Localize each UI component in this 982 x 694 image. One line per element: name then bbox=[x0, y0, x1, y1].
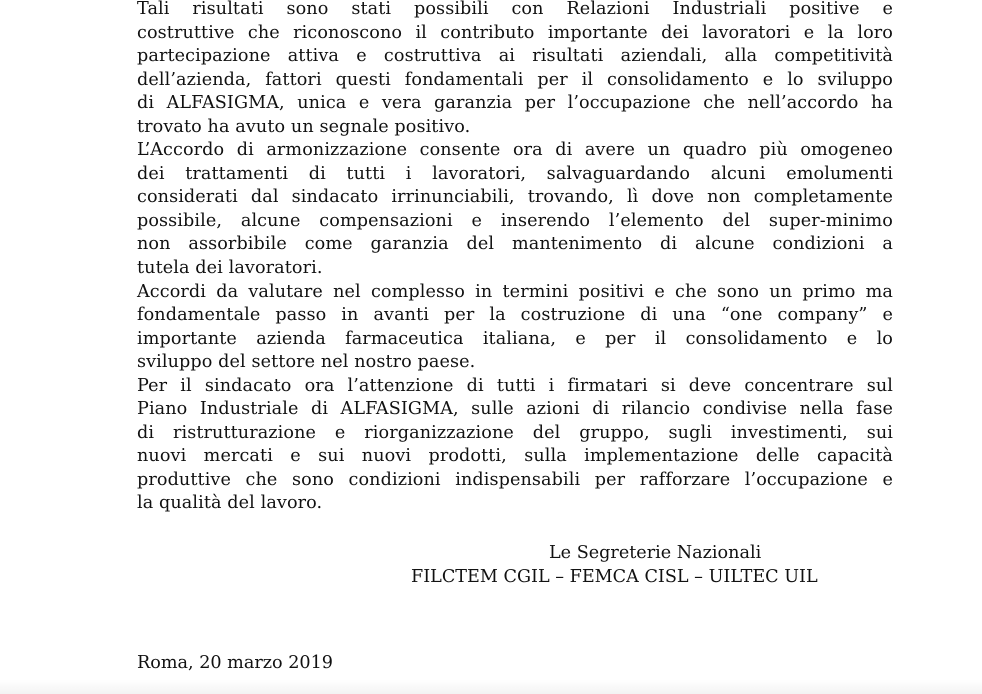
text-line: dell’azienda, fattori questi fondamentali per il consolidamento e lo sviluppo bbox=[137, 69, 893, 90]
text-line: produttive che sono condizioni indispensabili per rafforzare l’occupazione e bbox=[137, 469, 893, 490]
text-line: Tali risultati sono stati possibili con Relazioni Industriali positive e bbox=[137, 0, 893, 19]
text-line: di ALFASIGMA, unica e vera garanzia per l’occupazione che nell’accordo ha bbox=[137, 93, 893, 114]
text-line: nuovi mercati e sui nuovi prodotti, sulla implementazione delle capacità bbox=[137, 446, 893, 467]
paragraph-harmonization-agreement bbox=[137, 139, 893, 280]
signature-unions: FILCTEM CGIL – FEMCA CISL – UILTEC UIL bbox=[411, 567, 818, 587]
text-line: possibile, alcune compensazioni e inserendo l’elemento del super-minimo bbox=[137, 210, 893, 231]
text-line: costruttive che riconoscono il contributo importante dei lavoratori e la loro bbox=[137, 22, 893, 43]
text-line: non assorbibile come garanzia del mantenimento di alcune condizioni a bbox=[137, 234, 893, 255]
text-line: partecipazione attiva e costruttiva ai risultati aziendali, alla competitività bbox=[137, 46, 893, 67]
text-line: L’Accordo di armonizzazione consente ora di avere un quadro più omogeneo bbox=[137, 140, 893, 161]
text-line: Accordi da valutare nel complesso in termini positivi e che sono un primo ma bbox=[137, 281, 893, 302]
text-line: Piano Industriale di ALFASIGMA, sulle azioni di rilancio condivise nella fase bbox=[137, 399, 893, 420]
paragraph-results bbox=[137, 0, 893, 139]
page-bottom-shadow bbox=[0, 680, 982, 694]
document-date: Roma, 20 marzo 2019 bbox=[137, 653, 333, 673]
text-line: trovato ha avuto un segnale positivo. bbox=[137, 116, 471, 137]
paragraph-industrial-plan bbox=[137, 375, 893, 516]
text-line: fondamentale passo in avanti per la costruzione di una “one company” e bbox=[137, 305, 893, 326]
paragraph-evaluation bbox=[137, 281, 893, 375]
document-body bbox=[137, 0, 893, 516]
text-line: dei trattamenti di tutti i lavoratori, salvaguardando alcuni emolumenti bbox=[137, 163, 893, 184]
text-line: Per il sindacato ora l’attenzione di tutti i firmatari si deve concentrare sul bbox=[137, 375, 893, 396]
text-line: di ristrutturazione e riorganizzazione del gruppo, sugli investimenti, sui bbox=[137, 422, 893, 443]
text-line: tutela dei lavoratori. bbox=[137, 258, 323, 279]
signature-title: Le Segreterie Nazionali bbox=[549, 543, 762, 563]
text-line: sviluppo del settore nel nostro paese. bbox=[137, 352, 476, 373]
text-line: importante azienda farmaceutica italiana, e per il consolidamento e lo bbox=[137, 328, 893, 349]
text-line: considerati dal sindacato irrinunciabili, trovando, lì dove non completamente bbox=[137, 187, 893, 208]
text-line: la qualità del lavoro. bbox=[137, 493, 323, 514]
